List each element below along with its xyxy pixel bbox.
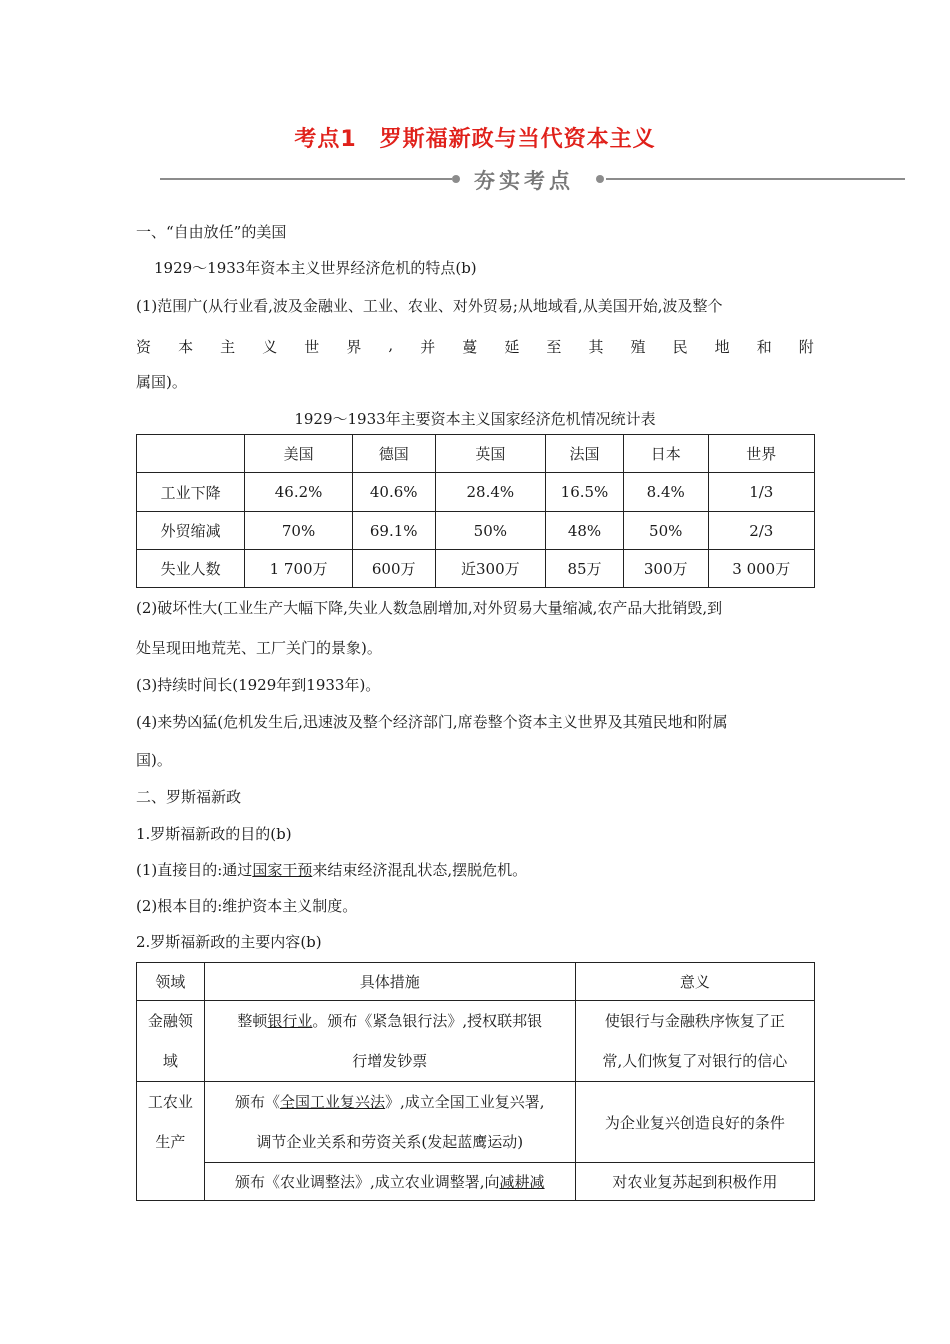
banner-dot-right [596,175,604,183]
field-industry-l1: 工农业 [147,1093,193,1111]
banner-line-right [606,178,905,180]
item3: (3)持续时间长(1929年到1933年)。 [136,676,381,694]
page-title: 考点1 罗斯福新政与当代资本主义 [294,127,656,152]
table-header-cell [137,435,245,473]
table-header-row [137,963,815,1001]
text-span: 颁布《农业调整法》,成立农业调整署,向 [234,1173,500,1191]
section2-heading: 二、罗斯福新政 [136,788,242,806]
underlined-term: 全国工业复兴法 [280,1093,386,1111]
field-finance-l1: 金融领 [147,1012,193,1030]
table-cell: 600万 [352,550,435,588]
banner-label: 夯实考点 [474,169,574,193]
table-cell: 2/3 [708,512,814,550]
table-header-cell: 世界 [708,435,814,473]
field-industry-l2: 生产 [155,1133,186,1151]
spread-char: , [388,336,394,354]
item2-line2: 处呈现田地荒芜、工厂关门的景象)。 [136,639,382,657]
crisis-stats-table [136,434,815,588]
significance-industry: 为企业复兴创造良好的条件 [575,1082,814,1163]
spread-char: 其 [588,338,604,356]
section2-sub1: 1.罗斯福新政的目的(b) [136,825,292,843]
root-goal: (2)根本目的:维护资本主义制度。 [136,897,358,915]
table-cell: 46.2% [245,473,353,512]
significance-finance [575,1001,814,1082]
banner-dot-left [452,175,460,183]
item2-line1: (2)破坏性大(工业生产大幅下降,失业人数急剧增加,对外贸易大量缩减,农产品大批销毁,到 [136,599,723,617]
spread-char: 附 [798,338,814,356]
spread-char: 蔓 [462,338,478,356]
significance-finance-l1: 使银行与金融秩序恢复了正 [604,1012,785,1030]
table-cell: 28.4% [435,473,546,512]
spread-char: 并 [420,338,436,356]
significance-agri: 对农业复苏起到积极作用 [575,1163,814,1201]
table-row [137,1001,815,1082]
item1-line3: 属国)。 [136,373,187,391]
table-row-label: 外贸缩减 [137,512,245,550]
spread-char: 世 [304,338,320,356]
field-finance [137,1001,205,1082]
spread-char: 民 [672,338,688,356]
section2-sub2: 2.罗斯福新政的主要内容(b) [136,933,322,951]
direct-goal-b: 来结束经济混乱状态,摆脱危机。 [312,861,528,879]
field-finance-l2: 域 [162,1052,178,1070]
spread-char: 界 [346,338,362,356]
measure-agri [204,1163,575,1201]
table-cell: 3 000万 [708,550,814,588]
text-span: 颁布《 [234,1093,280,1111]
spread-char: 至 [546,338,562,356]
item4-line2: 国)。 [136,751,172,769]
table-header-cell: 领域 [137,963,205,1001]
table-cell: 50% [623,512,708,550]
measure-industry-l2: 调节企业关系和劳资关系(发起蓝鹰运动) [256,1133,524,1151]
spread-char: 主 [220,338,236,356]
measure-finance-l1 [205,1001,575,1041]
spread-char: 资 [136,338,152,356]
table-row-label: 工业下降 [137,473,245,512]
field-industry-agri [137,1082,205,1201]
spread-char: 本 [178,338,194,356]
text-span: 》,成立全国工业复兴署, [385,1093,545,1111]
underlined-term: 银行业 [267,1012,313,1030]
table-header-cell: 美国 [245,435,353,473]
measure-finance-l2: 行增发钞票 [352,1052,428,1070]
direct-goal-a: (1)直接目的:通过 [136,861,253,879]
table-cell: 1/3 [708,473,814,512]
table-row-label: 失业人数 [137,550,245,588]
underlined-term: 减耕减 [499,1173,545,1191]
measure-industry-l1 [205,1082,575,1122]
item1-line2 [136,336,814,357]
table-cell: 300万 [623,550,708,588]
spread-char: 地 [714,338,730,356]
table-cell: 8.4% [623,473,708,512]
table-header-cell: 德国 [352,435,435,473]
table-header-cell: 日本 [623,435,708,473]
section1-heading: 一、“自由放任”的美国 [136,223,287,241]
table-row [137,473,815,512]
spread-char: 殖 [630,338,646,356]
table-row [137,512,815,550]
measure-industry [204,1082,575,1163]
table-cell: 85万 [546,550,624,588]
item1-line1: (1)范围广(从行业看,波及金融业、工业、农业、对外贸易;从地域看,从美国开始,波及整个 [136,297,723,315]
table-header-row [137,435,815,473]
section-banner [160,165,905,193]
table-header-cell: 法国 [546,435,624,473]
spread-char: 和 [756,338,772,356]
table-header-cell: 意义 [575,963,814,1001]
table-cell: 69.1% [352,512,435,550]
new-deal-table [136,962,815,1201]
direct-goal-underlined: 国家干预 [252,861,313,879]
table-cell: 1 700万 [245,550,353,588]
table-cell: 近300万 [435,550,546,588]
spread-char: 延 [504,338,520,356]
table-cell: 70% [245,512,353,550]
table-header-cell: 英国 [435,435,546,473]
table-row [137,1082,815,1163]
direct-goal [136,860,527,880]
table-row [137,1163,815,1201]
significance-finance-l2: 常,人们恢复了对银行的信心 [602,1052,788,1070]
table-row [137,550,815,588]
table-cell: 40.6% [352,473,435,512]
measure-finance [204,1001,575,1082]
table-caption: 1929～1933年主要资本主义国家经济危机情况统计表 [294,410,656,428]
table-cell: 50% [435,512,546,550]
banner-line-left [160,178,452,180]
section1-subheading: 1929～1933年资本主义世界经济危机的特点(b) [154,259,477,277]
item4-line1: (4)来势凶猛(危机发生后,迅速波及整个经济部门,席卷整个资本主义世界及其殖民地和附属 [136,713,728,731]
table-cell: 48% [546,512,624,550]
table-cell: 16.5% [546,473,624,512]
text-span: 整顿 [237,1012,268,1030]
table-header-cell: 具体措施 [204,963,575,1001]
text-span: 。颁布《紧急银行法》,授权联邦银 [312,1012,543,1030]
spread-char: 义 [262,338,278,356]
